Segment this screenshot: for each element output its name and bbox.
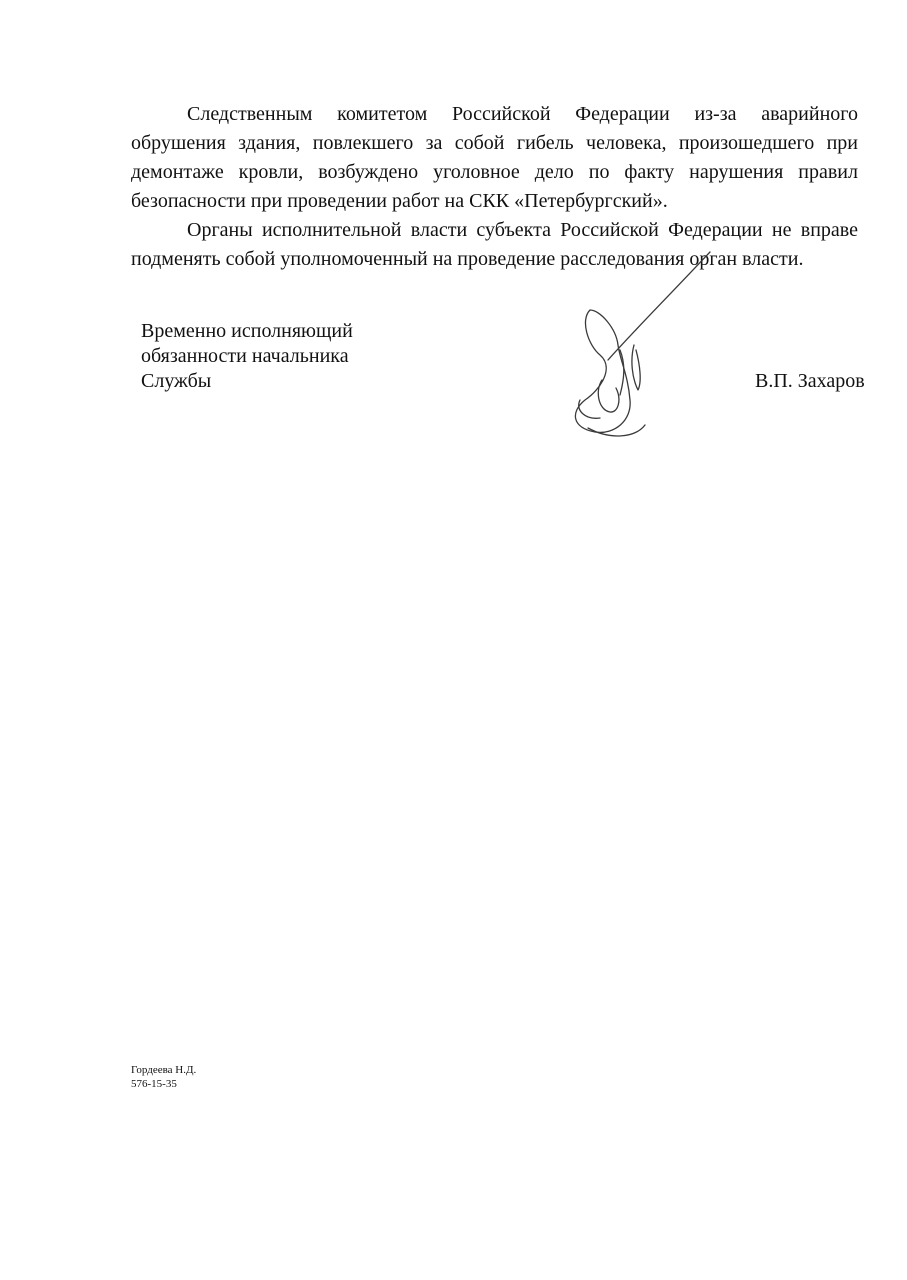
paragraph-1: Следственным комитетом Российской Федерации из-за аварийного обрушения здания, повлекшего за собой гибель человека, произошедшего при демонтаже кровли, возбуждено уголовное дело по факту нарушения правил безопасности при проведении работ на СКК «Петербургский». <box>131 103 858 212</box>
signatory-name: В.П. Захаров <box>755 370 865 392</box>
executor-phone: 576-15-35 <box>131 1078 177 1090</box>
signatory-position <box>141 319 353 394</box>
executor-block <box>131 1063 196 1091</box>
document-body <box>131 100 858 274</box>
paragraph-2: Органы исполнительной власти субъекта Российской Федерации не вправе подменять собой уполномоченный на проведение расследования орган власти. <box>131 219 858 270</box>
handwritten-signature <box>560 250 720 440</box>
signatory-position-line-1: Временно исполняющий <box>141 320 353 342</box>
signatory-position-line-2: обязанности начальника <box>141 345 349 367</box>
signatory-position-line-3: Службы <box>141 370 212 392</box>
executor-name: Гордеева Н.Д. <box>131 1064 197 1076</box>
